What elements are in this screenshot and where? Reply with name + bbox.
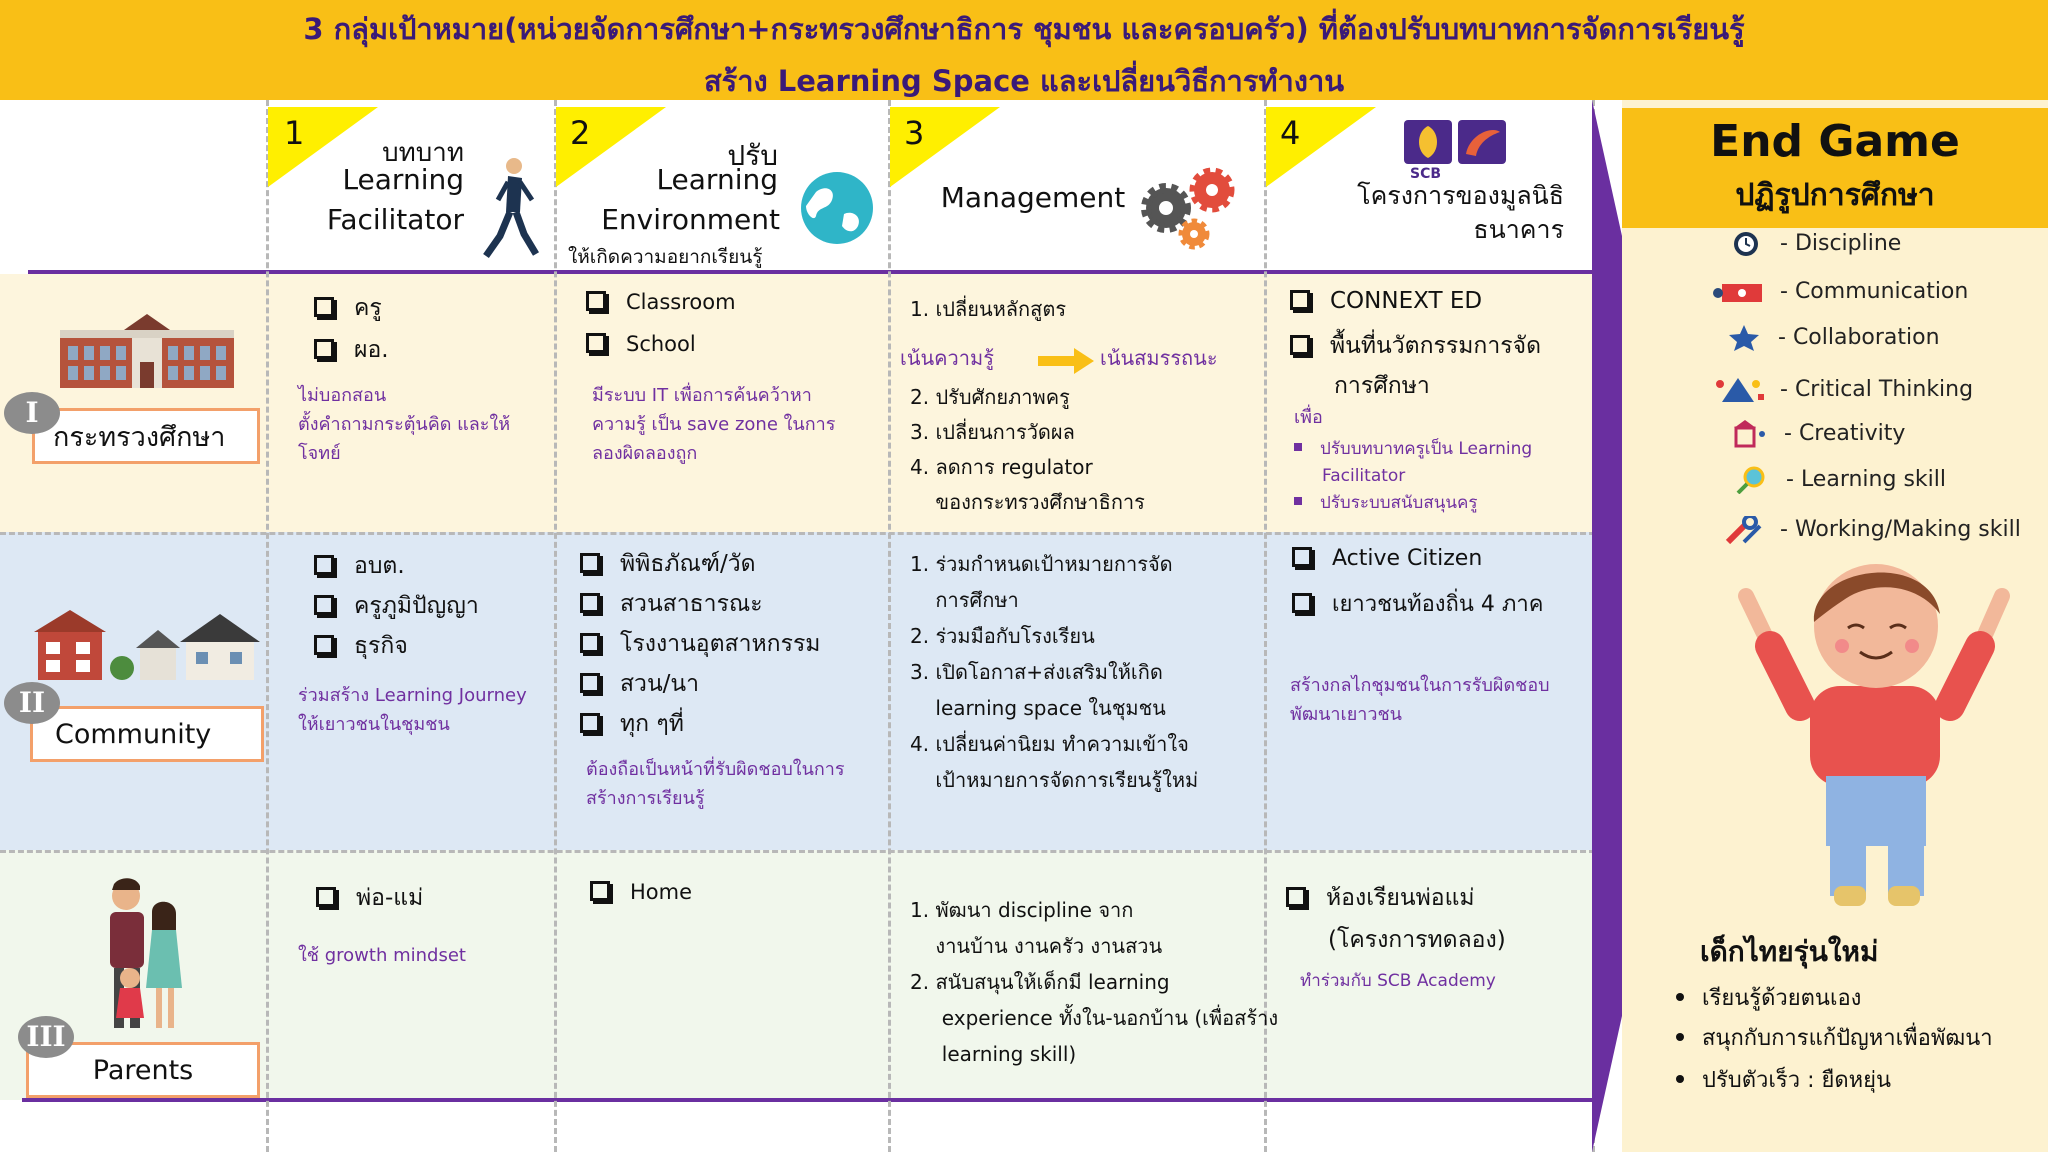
checkbox-item (586, 290, 736, 314)
note-line: ความรู้ เป็น save zone ในการ (592, 413, 836, 435)
row-1-col-4-continuation: การศึกษา (1334, 373, 1430, 399)
bullet-text: ปรับบทบาทครูเป็น Learning (1320, 439, 1533, 459)
checkbox-label: Classroom (626, 290, 736, 314)
checkbox-item (314, 548, 405, 584)
note-line: สร้างกลไกชุมชนในการรับผิดชอบ (1290, 675, 1550, 696)
checkbox-label: ห้องเรียนพ่อแม่ (1326, 885, 1475, 911)
checkbox-label: Active Citizen (1332, 546, 1483, 571)
kids-title: เด็กไทยรุ่นใหม่ (1700, 935, 1879, 968)
row-1-roman: I (4, 392, 60, 434)
row-3-col-4-note (1300, 968, 1496, 995)
bullet-text: ปรับระบบสนับสนุนครู (1320, 493, 1478, 514)
header-title-line2: สร้าง Learning Space และเปลี่ยนวิธีการทำงาน (703, 64, 1345, 98)
row-2-roman: II (4, 682, 60, 724)
note-line: มีระบบ IT เพื่อการค้นคว้าหา (592, 385, 812, 406)
scb-logo-text: SCB (1410, 166, 1442, 180)
checkbox-label: เยาวชนท้องถิ่น 4 ภาค (1332, 592, 1544, 617)
clock-icon (1728, 230, 1764, 258)
skill-item: - Working/Making skill (1724, 516, 2021, 544)
row-divider-2 (0, 850, 1595, 853)
list-item: learning space ในชุมชน (910, 696, 1166, 720)
checkbox-icon (590, 881, 610, 901)
row-1-col-1-note (298, 382, 510, 468)
checkbox-item (580, 666, 699, 702)
checkbox-label: Home (630, 880, 693, 904)
list-item: 1. พัฒนา discipline จาก (910, 898, 1134, 922)
checkbox-item (1290, 288, 1482, 314)
checkbox-item (590, 880, 692, 904)
end-game-banner (1622, 108, 2048, 228)
arrow-right-icon (1038, 348, 1094, 374)
row-3-col-1-note (298, 942, 466, 971)
note-line: ร่วมสร้าง Learning Journey (298, 685, 527, 706)
skill-label: Critical Thinking (1794, 377, 1974, 402)
list-item: 3. เปลี่ยนการวัดผล (910, 420, 1075, 444)
ministry-building-icon (54, 310, 240, 390)
checkbox-label: CONNEXT ED (1330, 288, 1483, 314)
checkbox-icon (1290, 335, 1310, 355)
bullet-icon (1294, 443, 1302, 451)
thinking-icon (1712, 376, 1764, 404)
row-1-col-3-item: 1. เปลี่ยนหลักสูตร (910, 297, 1067, 321)
checkbox-icon (314, 595, 334, 615)
kids-point-text: เรียนรู้ด้วยตนเอง (1702, 986, 1862, 1011)
note-line: ใช้ growth mindset (298, 945, 466, 966)
skill-label: Working/Making skill (1794, 517, 2021, 542)
col-1-title-line1: บทบาท (382, 138, 464, 168)
skill-item: - Communication (1712, 278, 1968, 306)
skill-label: Communication (1794, 279, 1969, 304)
list-item: 2. ปรับศักยภาพครู (910, 385, 1070, 409)
checkbox-icon (316, 887, 336, 907)
col-2-title-line1: ปรับ (727, 139, 778, 172)
list-item: งานบ้าน งานครัว งานสวน (910, 934, 1163, 958)
col-3-title: Management (940, 181, 1126, 214)
col-2-title-line2: Learning (656, 163, 778, 196)
checkbox-icon (580, 593, 600, 613)
note-line: ตั้งคำถามกระตุ้นคิด และให้ (298, 413, 511, 435)
family-icon (96, 878, 192, 1034)
checkbox-item (1292, 546, 1482, 571)
checkbox-label: ครูภูมิปัญญา (354, 593, 479, 619)
checkbox-icon (314, 555, 334, 575)
skill-label: Discipline (1794, 231, 1902, 256)
checkbox-item (1292, 586, 1543, 621)
checkbox-icon (580, 553, 600, 573)
note-line: ไม่บอกสอน (298, 385, 387, 406)
tools-icon (1724, 516, 1764, 544)
header-divider (28, 270, 1595, 274)
col-2-number: 2 (570, 114, 591, 152)
list-item: experience ทั้งใน-นอกบ้าน (เพื่อสร้าง (910, 1006, 1279, 1030)
col-4-number: 4 (1280, 114, 1301, 152)
checkbox-label: ผอ. (354, 337, 389, 363)
checkbox-label: อบต. (354, 553, 405, 579)
checkbox-label: พิพิธภัณฑ์/วัด (620, 551, 756, 577)
checkbox-item (580, 546, 756, 582)
checkbox-label: สวนสาธารณะ (620, 591, 763, 617)
col-1-title-line3: Facilitator (326, 203, 464, 236)
row-2-label: Community (30, 706, 264, 762)
bullet-icon (1676, 1033, 1684, 1041)
row-1-col-2-note (592, 382, 835, 468)
list-item: 2. สนับสนุนให้เด็กมี learning (910, 970, 1170, 994)
row-2-col-2-note (586, 756, 845, 814)
skill-item: - Collaboration (1726, 324, 1940, 352)
checkbox-label: ธุรกิจ (354, 633, 408, 659)
header-title-line1: 3 กลุ่มเป้าหมาย(หน่วยจัดการศึกษา+กระทรวงศึกษาธิการ ชุมชน และครอบครัว) ที่ต้องปรับบทบาทการจัดการเรียนรู้ (303, 12, 1745, 46)
checkbox-label: ทุก ๆที่ (620, 711, 684, 737)
row-1-col-3-list (910, 380, 1145, 520)
col-2-subtitle: ให้เกิดความอยากเรียนรู้ (568, 246, 763, 268)
note-line: สร้างการเรียนรู้ (586, 787, 705, 809)
note-line: ลองผิดลองถูก (592, 442, 698, 464)
col-3-number: 3 (904, 114, 925, 152)
list-item: 2. ร่วมมือกับโรงเรียน (910, 624, 1095, 648)
checkbox-label: ครู (354, 295, 382, 321)
col-4-title-line2: ธนาคาร (1473, 215, 1564, 244)
kids-point-text: ปรับตัวเร็ว : ยืดหยุ่น (1702, 1068, 1892, 1093)
checkbox-icon (586, 291, 606, 311)
bottom-divider (22, 1098, 1595, 1102)
walking-person-icon (476, 156, 546, 260)
row-2-col-1-note (298, 682, 527, 740)
checkbox-icon (314, 339, 334, 359)
col-4-title-line1: โครงการของมูลนิธิ (1357, 181, 1564, 210)
checkbox-item (580, 586, 763, 622)
skill-item: - Creativity (1732, 420, 1905, 448)
row-1-col-3-to: เน้นสมรรถนะ (1100, 346, 1218, 370)
checkbox-item (1286, 880, 1475, 916)
row-2-col-4-note (1290, 672, 1550, 730)
kids-point (1676, 1020, 1993, 1055)
note-line: ต้องถือเป็นหน้าที่รับผิดชอบในการ (586, 759, 845, 780)
note-line: พัฒนาเยาวชน (1290, 703, 1402, 725)
checkbox-label: พ่อ-แม่ (356, 885, 424, 911)
note-line: ทำร่วมกับ SCB Academy (1300, 971, 1496, 991)
checkbox-icon (1292, 593, 1312, 613)
checkbox-item (580, 706, 684, 742)
list-item: การศึกษา (910, 588, 1019, 612)
end-game-subtitle: ปฏิรูปการศึกษา (1735, 178, 1935, 213)
checkbox-label: พื้นที่นวัตกรรมการจัด (1330, 333, 1542, 359)
list-item: 1. ร่วมกำหนดเป้าหมายการจัด (910, 552, 1173, 576)
checkbox-icon (580, 673, 600, 693)
bullet-text: Facilitator (1322, 466, 1406, 487)
row-divider-1 (0, 532, 1595, 535)
row-1-col-4-note-head: เพื่อ (1294, 407, 1323, 428)
bullet-icon (1294, 497, 1302, 505)
creative-icon (1732, 420, 1768, 448)
col-divider-2 (554, 100, 557, 1152)
checkbox-item (586, 332, 696, 356)
magnifier-icon (1734, 466, 1770, 494)
checkbox-label: สวน/นา (620, 671, 700, 697)
checkbox-item (314, 628, 408, 664)
list-item: ของกระทรวงศึกษาธิการ (910, 490, 1145, 514)
checkbox-icon (580, 633, 600, 653)
globe-icon (792, 170, 882, 246)
col-1-number: 1 (284, 114, 305, 152)
checkbox-label: School (626, 332, 696, 356)
checkbox-item (314, 588, 479, 624)
list-item: learning skill) (910, 1042, 1077, 1066)
people-star-icon (1726, 324, 1762, 352)
community-houses-icon (30, 608, 260, 682)
skill-label: Learning skill (1800, 467, 1946, 492)
row-3-label: Parents (26, 1042, 260, 1098)
row-1-label: กระทรวงศึกษา (32, 408, 260, 464)
skill-label: Creativity (1798, 421, 1906, 446)
end-game-title: End Game (1710, 116, 1960, 167)
skill-item: - Critical Thinking (1712, 376, 1973, 404)
list-item: 4. ลดการ regulator (910, 455, 1093, 479)
checkbox-icon (1292, 547, 1312, 567)
row-3-roman: III (18, 1016, 74, 1058)
col-divider-3 (888, 100, 891, 1152)
row-1-col-3-from: เน้นความรู้ (900, 346, 994, 370)
col-1-title-line2: Learning (342, 163, 464, 196)
checkbox-icon (1290, 290, 1310, 310)
checkbox-item (314, 290, 382, 326)
checkbox-item (314, 332, 389, 368)
col-divider-1 (266, 100, 269, 1152)
checkbox-icon (1286, 887, 1306, 907)
row-1-col-4-bullets (1294, 436, 1532, 518)
page-header (0, 0, 2048, 100)
bullet-icon (1676, 993, 1684, 1001)
checkbox-icon (586, 333, 606, 353)
kids-point (1676, 1062, 1891, 1097)
list-item: เป้าหมายการจัดการเรียนรู้ใหม่ (910, 768, 1199, 792)
row-3-col-4-continuation: (โครงการทดลอง) (1328, 927, 1506, 953)
kids-point-text: สนุกกับการแก้ปัญหาเพื่อพัฒนา (1702, 1026, 1993, 1051)
list-item: 3. เปิดโอกาส+ส่งเสริมให้เกิด (910, 660, 1163, 684)
skill-item: - Discipline (1728, 230, 1901, 258)
megaphone-icon (1712, 278, 1764, 306)
row-2-col-3-list (910, 546, 1198, 798)
list-item: 4. เปลี่ยนค่านิยม ทำความเข้าใจ (910, 732, 1189, 756)
checkbox-icon (314, 635, 334, 655)
gears-icon (1136, 164, 1248, 254)
checkbox-icon (314, 297, 334, 317)
col-2-title-line3: Environment (601, 203, 780, 236)
note-line: โจทย์ (298, 442, 341, 464)
kids-point (1676, 980, 1861, 1015)
checkbox-label: โรงงานอุตสาหกรรม (620, 631, 821, 657)
checkbox-item (1290, 328, 1541, 364)
happy-child-illustration (1730, 556, 2020, 906)
scb-logo-icon (1400, 118, 1510, 180)
skill-label: Collaboration (1792, 325, 1940, 350)
checkbox-item (316, 880, 423, 916)
row-3-col-3-list (910, 892, 1278, 1072)
checkbox-item (580, 626, 820, 662)
note-line: ให้เยาวชนในชุมชน (298, 713, 450, 735)
checkbox-icon (580, 713, 600, 733)
skill-item: - Learning skill (1734, 466, 1946, 494)
bullet-icon (1676, 1075, 1684, 1083)
